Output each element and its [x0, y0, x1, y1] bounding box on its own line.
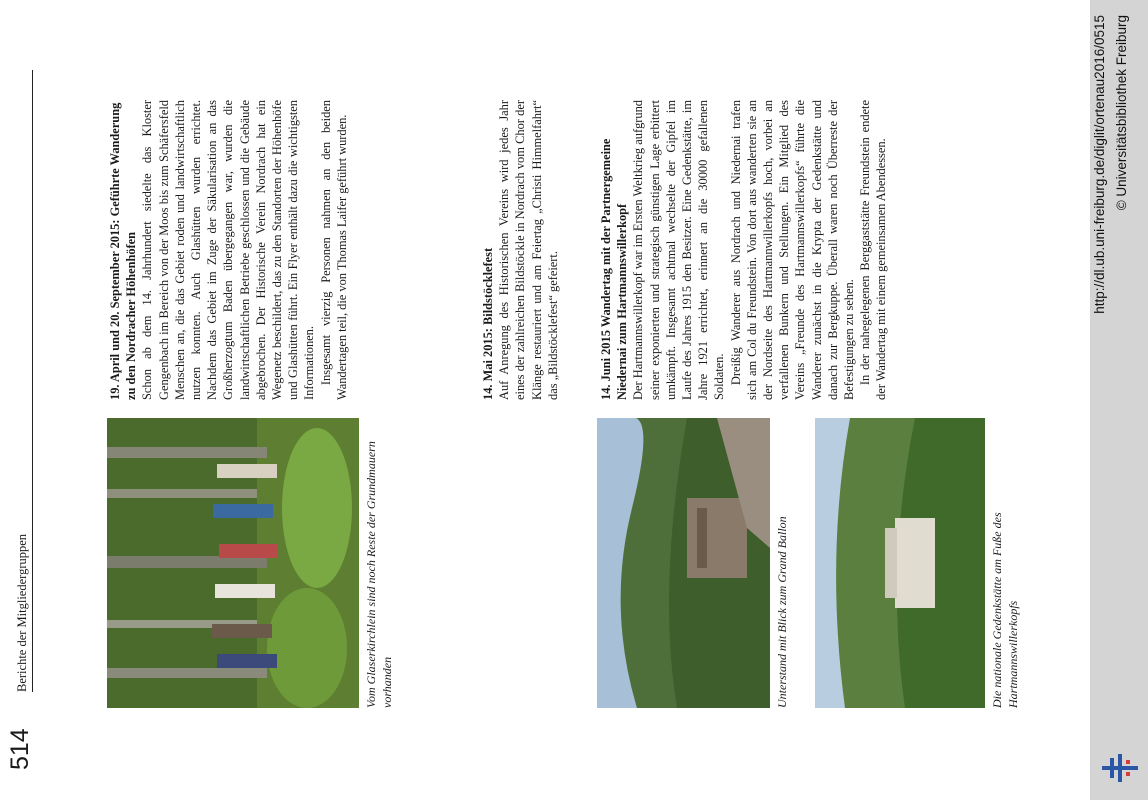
paragraph: In der nahegelegenen Berggaststätte Freundstein endete der Wandertag mit einem gemeinsamen Abendessen. [858, 100, 889, 400]
caption-photo1: Vom Glaserkirchlein sind noch Reste der Grundmauern vorhanden [364, 441, 394, 708]
paragraph: Insgesamt vierzig Personen nahmen an den beiden Wandertagen teil, die von Thomas Laifer geführt wurden. [318, 100, 349, 400]
running-head: Berichte der Mitgliedergruppen [15, 533, 29, 692]
memorial-image [815, 418, 985, 708]
paragraph: Der Hartmannswillerkopf war im Ersten Weltkrieg aufgrund seiner exponierten und strategisch günstigen Lage erbittert umkämpft. Insgesamt achtmal wechselte der Gipfel im Laufe des Jahres 1915 den Besitzer. Eine Gedenkstätte, im Jahre 1921 errichtet, erinnert an die 30000 gefallenen Soldaten. [631, 100, 727, 400]
page-number: 514 [6, 728, 34, 770]
paragraph: Dreißig Wanderer aus Nordrach und Niedernai trafen sich am Col du Freundstein. Von dort aus wanderten sie an der Nordseite des Hartmannwillerkopfs hoch, vorbei an verfallenen Bunkern und Stellungen. Ein Mitglied des Vereins „Freunde des Hartmannswillerkopfs“ führte die Wanderer zunächst in die Krypta der Gedenkstätte und danach zur Bergkuppe. Überall waren noch Überreste der Befestigungen zu sehen. [728, 100, 857, 400]
forest-group-image [107, 418, 359, 708]
section-heading: 14. Juni 2015 Wandertag mit der Partnergemeine Niedernai zum Hartmannswillerkopf [599, 138, 630, 400]
page-header [6, 100, 66, 770]
sidebar-text [1090, 0, 1148, 800]
text-column-right [598, 100, 890, 400]
paragraph: Auf Anregung des Historischen Vereins wird jedes Jahr eines der zahlreichen Bildstöckle in Nordrach vom Chor der Klänge restauriert und am Feiertag „Christi Himmelfahrt“ das „Bildstöcklefest“ gefeiert. [497, 100, 560, 400]
photo-forest-group [107, 418, 359, 708]
section-heading: 19. April und 20. September 2015: Geführte Wanderung zu den Nordracher Höhenhöfen [108, 102, 139, 400]
sidebar-url[interactable]: http://dl.ub.uni-freiburg.de/diglit/ortenau2016/0515 [1092, 15, 1107, 314]
sidebar [1090, 0, 1148, 800]
caption-photo2: Unterstand mit Blick zum Grand Ballon [775, 516, 789, 708]
text-column-middle [480, 100, 561, 400]
photo-shelter [597, 418, 770, 708]
shelter-image [597, 418, 770, 708]
section-heading: 14. Mai 2015: Bildstöcklefest [481, 247, 495, 400]
text-column-left [107, 100, 350, 400]
sidebar-copyright: © Universitätsbibliothek Freiburg [1114, 15, 1129, 211]
photo-memorial [815, 418, 985, 708]
header-rule [32, 70, 33, 692]
caption-photo3: Die nationale Gedenkstätte am Fuße des Hartmannswillerkopfs [990, 512, 1020, 708]
library-logo-icon [1100, 748, 1140, 788]
paragraph: Schon ab dem 14. Jahrhundert siedelte das Kloster Gengenbach im Bereich von der Moos bis zum Schäfersfeld Menschen an, die das Gebiet roden und landwirtschaftlich nutzen konnten. Auch Glashütten wurden errichtet. Nachdem das Gebiet im Zuge der Säkularisation an das Großherzogtum Baden übergegangen war, wurden die landwirtschaftlichen Betriebe geschlossen und die Gebäude abgebrochen. Der Historische Verein Nordrach hat ein Wegenetz beschildert, das zu den Standorten der Höhenhöfe und Glashütten führt. Ein Flyer enthält dazu die wichtigsten Informationen. [140, 100, 317, 400]
